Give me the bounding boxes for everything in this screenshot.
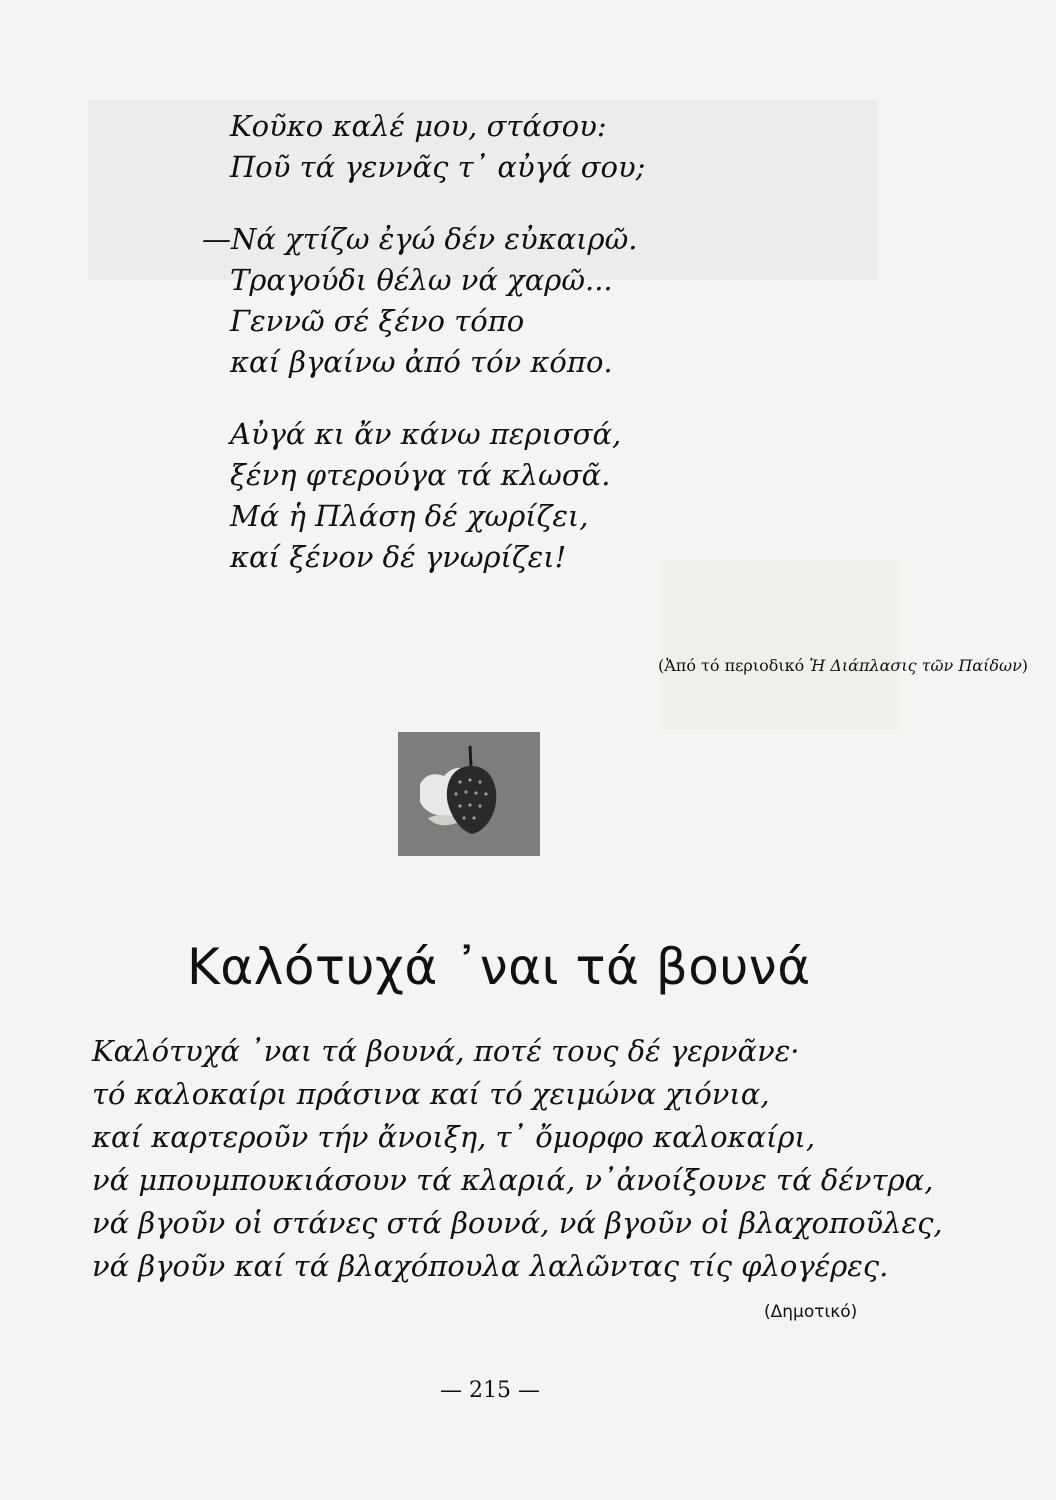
page-number: — 215 — <box>440 1378 540 1403</box>
poem-line: καί βγαίνω ἀπό τόν κόπο. <box>230 345 613 379</box>
poem-line: τό καλοκαίρι πράσινα καί τό χειμώνα χιόνια, <box>92 1077 770 1111</box>
poem-kouko <box>202 106 646 609</box>
poem-line: καί καρτεροῦν τήν ἄνοιξη, τ᾽ ὄμορφο καλοκαίρι, <box>92 1120 816 1154</box>
poem-kalotycha <box>92 1030 943 1288</box>
strawberry-illustration <box>398 732 540 856</box>
source-prefix: (Ἀπό τό περιοδικό <box>658 656 810 675</box>
poem-line: ξένη φτερούγα τά κλωσᾶ. <box>230 458 611 492</box>
bleed-through-shadow <box>660 560 900 730</box>
poem-line: Κοῦκο καλέ μου, στάσου: <box>230 109 607 143</box>
poem-line: καί ξένον δέ γνωρίζει! <box>230 540 567 574</box>
source-suffix: ) <box>1021 656 1029 675</box>
stanza-1 <box>230 106 645 188</box>
poem-source: (Δημοτικό) <box>764 1302 858 1322</box>
stanza-2 <box>202 219 645 383</box>
poem-source <box>658 656 1028 675</box>
poem-line: —Νά χτίζω ἐγώ δέν εὐκαιρῶ. <box>202 222 638 256</box>
poem-line: νά μπουμπουκιάσουν τά κλαριά, ν᾽ἀνοίξουνε τά δέντρα, <box>92 1163 934 1197</box>
poem-line: Μά ἡ Πλάση δέ χωρίζει, <box>230 499 589 533</box>
poem-line: νά βγοῦν οἱ στάνες στά βουνά, νά βγοῦν οἱ βλαχοποῦλες, <box>92 1206 943 1240</box>
poem-line: Αὐγά κι ἄν κάνω περισσά, <box>230 417 622 451</box>
poem-line: Τραγούδι θέλω νά χαρῶ... <box>230 263 613 297</box>
strawberry-icon <box>398 732 540 856</box>
poem-line: Καλότυχά ᾽ναι τά βουνά, ποτέ τους δέ γερνᾶνε· <box>92 1034 800 1068</box>
source-periodical: Ἡ Διάπλασις τῶν Παίδων <box>809 656 1022 675</box>
poem-line: νά βγοῦν καί τά βλαχόπουλα λαλῶντας τίς φλογέρες. <box>92 1249 889 1283</box>
poem-title: Καλότυχά ᾽ναι τά βουνά <box>187 938 811 996</box>
poem-line: Γεννῶ σέ ξένο τόπο <box>230 304 525 338</box>
poem-line: Ποῦ τά γεννᾶς τ᾽ αὐγά σου; <box>230 150 646 184</box>
stanza-3 <box>230 414 645 578</box>
